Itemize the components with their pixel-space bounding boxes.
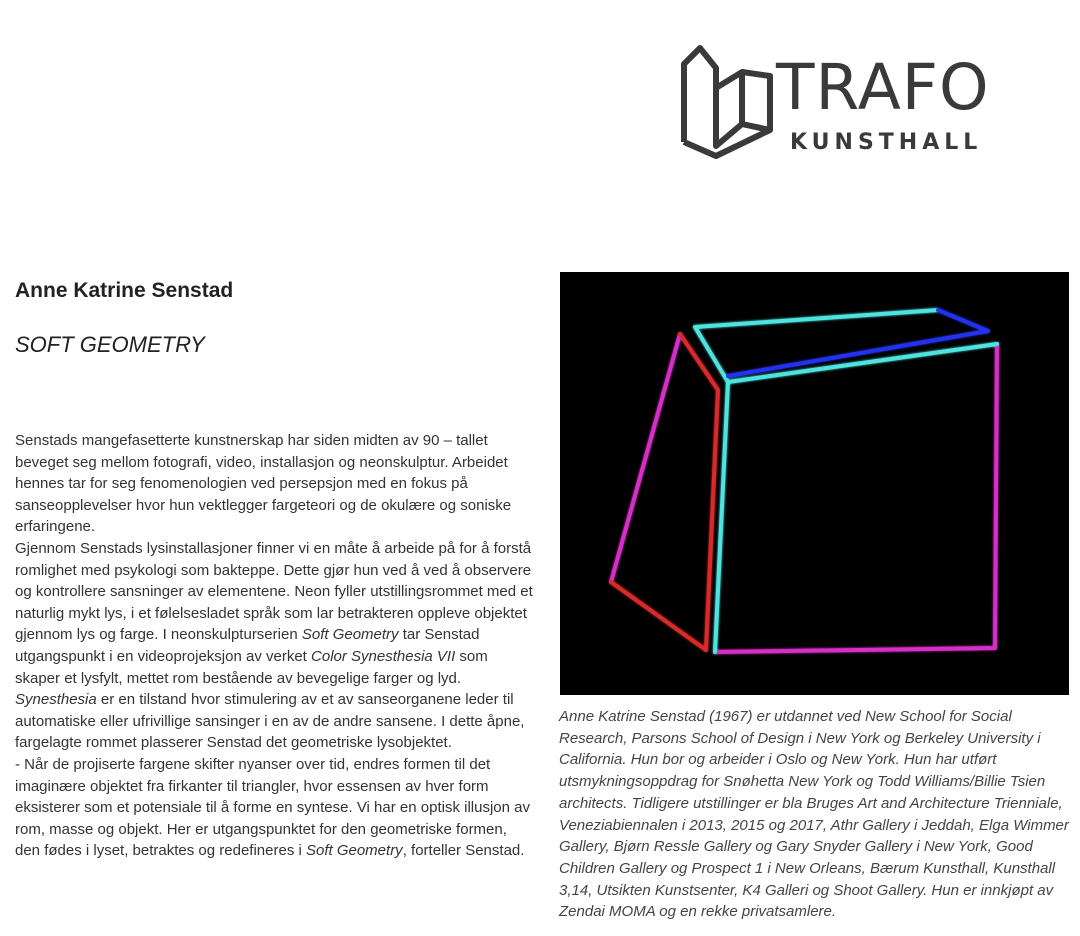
trafo-kunsthall-logo[interactable] [678, 42, 990, 162]
term: Synesthesia [15, 691, 97, 709]
artwork-image [560, 272, 1069, 695]
article-body [15, 430, 535, 862]
text-run: Gjennom Senstads lysinstallasjoner finner vi en måte å arbeide på for å forstå romlighet med psykologi som bakteppe. Dette gjør hun ved å ved å observere og kontrollere sansninger av elementene. Neon fyller utstillingsrommet med et naturlig mykt lys, i et følelsesladet språk som lar betrakteren oppleve objektet gjennom lys og farge. I neonskulpturserien [15, 539, 533, 644]
text-run: - Når de projiserte fargene skifter nyanser over tid, endres formen til det imaginære objektet fra firkanter til triangler, hvor essensen av hver form eksisterer som et potensiale til å forme en syntese. Vi har en optisk illusjon av rom, masse og objekt. Her er utgangspunktet for den geometriske formen, den fødes i lyset, betraktes og redefineres i [15, 755, 530, 860]
text-run: som skaper et lysfylt, mettet rom bestående av bevegelige farger og lyd. [15, 647, 488, 687]
text-run: er en tilstand hvor stimulering av et av sanseorganene leder til automatiske eller ufrivillige sansinger i en av de andre sansene. I dette åpne, fargelagte rommet plasserer Senstad det geometriske lysobjektet. [15, 691, 525, 752]
house-cube-logo-icon [678, 42, 778, 162]
artist-name: Anne Katrine Senstad [15, 279, 234, 302]
work-title: Color Synesthesia VII [311, 647, 456, 665]
paragraph [15, 538, 535, 754]
exhibition-title: SOFT GEOMETRY [15, 332, 205, 357]
logo-wordmark: TRAFO [776, 51, 990, 124]
text-run: , forteller Senstad. [402, 842, 525, 860]
neon-cube-artwork-icon [560, 272, 1069, 695]
artist-bio-caption: Anne Katrine Senstad (1967) er utdannet ved New School for Social Research, Parsons School of Design i New York og Berkeley University i California. Hun bor og arbeider i Oslo og New York. Hun har utført utsmykningsoppdrag for Snøhetta New York og Todd Williams/Billie Tsien architects. Tidligere utstillinger er bla Bruges Art and Architecture Trienniale, Veneziabiennalen i 2013, 2015 og 2017, Athr Gallery i Jeddah, Elga Wimmer Gallery, Bjørn Ressle Gallery og Gary Snyder Gallery i New York, Good Children Gallery og Prospect 1 i New Orleans, Bærum Kunsthall, Kunsthall 3,14, Utsikten Kunstsenter, K4 Galleri og Shoot Gallery. Hun er innkjøpt av Zendai MOMA og en rekke privatsamlere. [559, 708, 1069, 921]
work-title: Soft Geometry [301, 626, 399, 644]
logo-subtitle: KUNSTHALL [790, 130, 983, 155]
work-title: Soft Geometry [305, 842, 403, 860]
paragraph: Senstads mangefasetterte kunstnerskap har siden midten av 90 – tallet beveget seg mellom fotografi, video, installasjon og neonskulptur. Arbeidet hennes tar for seg fenomenologien ved persepsjon med en fokus på sanseopplevelser hvor hun vektlegger fargeteori og de okulære og soniske erfaringene. [15, 432, 512, 536]
text-run: tar Senstad utgangspunkt i en videoprojeksjon av verket [15, 626, 480, 665]
paragraph [15, 754, 535, 862]
